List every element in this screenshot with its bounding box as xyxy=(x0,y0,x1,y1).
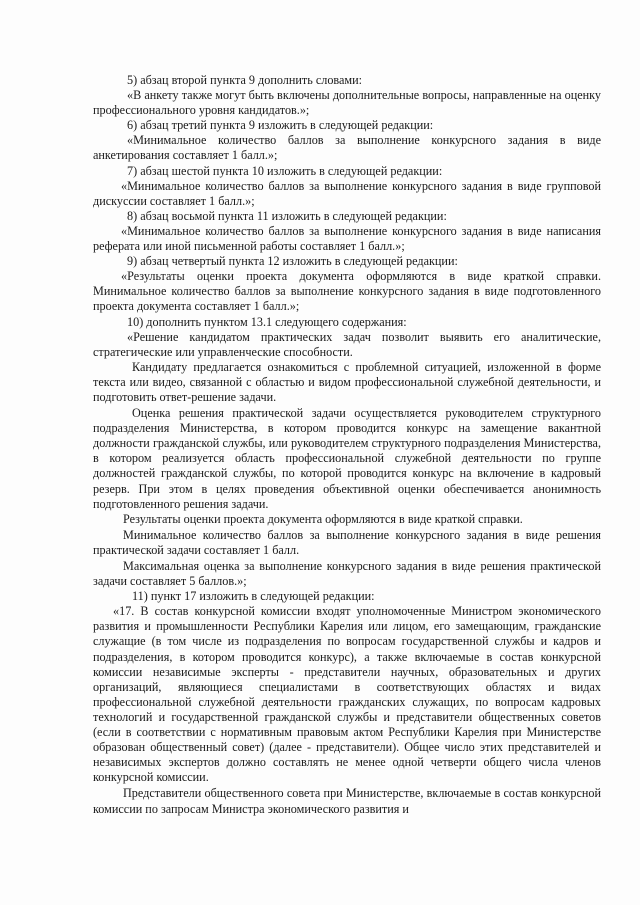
item-10-paragraph: Минимальное количество баллов за выполнение конкурсного задания в виде решения практической задачи составляет 1 балл. xyxy=(93,527,601,557)
document-body xyxy=(93,73,601,817)
item-5-heading: 5) абзац второй пункта 9 дополнить словами: xyxy=(127,73,363,87)
item-8-quote: «Минимальное количество баллов за выполнение конкурсного задания в виде написания реферата или иной письменной работы составляет 1 балл.»; xyxy=(93,223,601,254)
item-10-paragraph: Оценка решения практической задачи осуществляется руководителем структурного подразделения Министерства, в котором проводится конкурс на замещение вакантной должности гражданской службы, или руководителем структурного подразделения Министерства, в котором реализуется область профессиональной служебной деятельности по группе должностей гражданской службы, по которой проводится конкурс на включение в кадровый резерв. При этом в целях проведения объективной оценки обеспечивается анонимность подготовленного решения задачи. xyxy=(93,406,601,511)
item-6-quote: «Минимальное количество баллов за выполнение конкурсного задания в виде анкетирования составляет 1 балл.»; xyxy=(93,133,601,163)
item-11-paragraph: Представители общественного совета при Министерстве, включаемые в состав конкурсной комиссии по запросам Министра экономического развития и xyxy=(93,786,601,816)
item-10-paragraph: Кандидату предлагается ознакомиться с проблемной ситуацией, изложенной в форме текста или видео, связанной с областью и видом профессиональной служебной деятельности, и подготовить ответ-решение задачи. xyxy=(93,359,601,404)
item-8-heading: 8) абзац восьмой пункта 11 изложить в следующей редакции: xyxy=(127,208,447,223)
item-7-heading: 7) абзац шестой пункта 10 изложить в следующей редакции: xyxy=(127,163,443,178)
item-11-quote: «17. В состав конкурсной комиссии входят уполномоченные Министром экономического развития и промышленности Республики Карелия или лицом, его замещающим, гражданские служащие (в том числе из подразделения по вопросам государственной службы и кадров и подразделения, в котором проводится конкурс), а также включаемые в состав конкурсной комиссии независимые эксперты - представители научных, образовательных и других организаций, являющиеся специалистами в соответствующих областях и видах профессиональной служебной деятельности гражданских служащих, по вопросам кадровых технологий и государственной гражданской службы и представители общественных советов (если в соответствии с нормативным правовым актом Республики Карелия при Министерстве образован общественный совет) (далее - представители). Общее число этих представителей и независимых экспертов должно составлять не менее одной четверти общего числа членов конкурсной комиссии. xyxy=(93,604,601,785)
item-9-quote: «Результаты оценки проекта документа оформляются в виде краткой справки. Минимальное количество баллов за выполнение конкурсного задания в виде подготовленного проекта документа составляет 1 балл.»; xyxy=(93,269,601,314)
item-10-quote-start: «Решение кандидатом практических задач позволит выявить его аналитические, стратегические или управленческие способности. xyxy=(93,329,601,359)
item-11-heading: 11) пункт 17 изложить в следующей редакции: xyxy=(132,589,375,604)
item-9-heading: 9) абзац четвертый пункта 12 изложить в следующей редакции: xyxy=(127,254,458,269)
item-10-heading: 10) дополнить пунктом 13.1 следующего содержания: xyxy=(127,314,407,329)
item-10-quote-end: Максимальная оценка за выполнение конкурсного задания в виде решения практической задачи составляет 5 баллов.»; xyxy=(93,559,601,589)
item-10-paragraph: Результаты оценки проекта документа оформляются в виде краткой справки. xyxy=(123,511,523,526)
item-6-heading: 6) абзац третий пункта 9 изложить в следующей редакции: xyxy=(127,118,434,133)
item-7-quote: «Минимальное количество баллов за выполнение конкурсного задания в виде групповой дискуссии составляет 1 балл.»; xyxy=(93,178,601,208)
item-5-quote: «В анкету также могут быть включены дополнительные вопросы, направленные на оценку профессионального уровня кандидатов.»; xyxy=(93,88,601,118)
